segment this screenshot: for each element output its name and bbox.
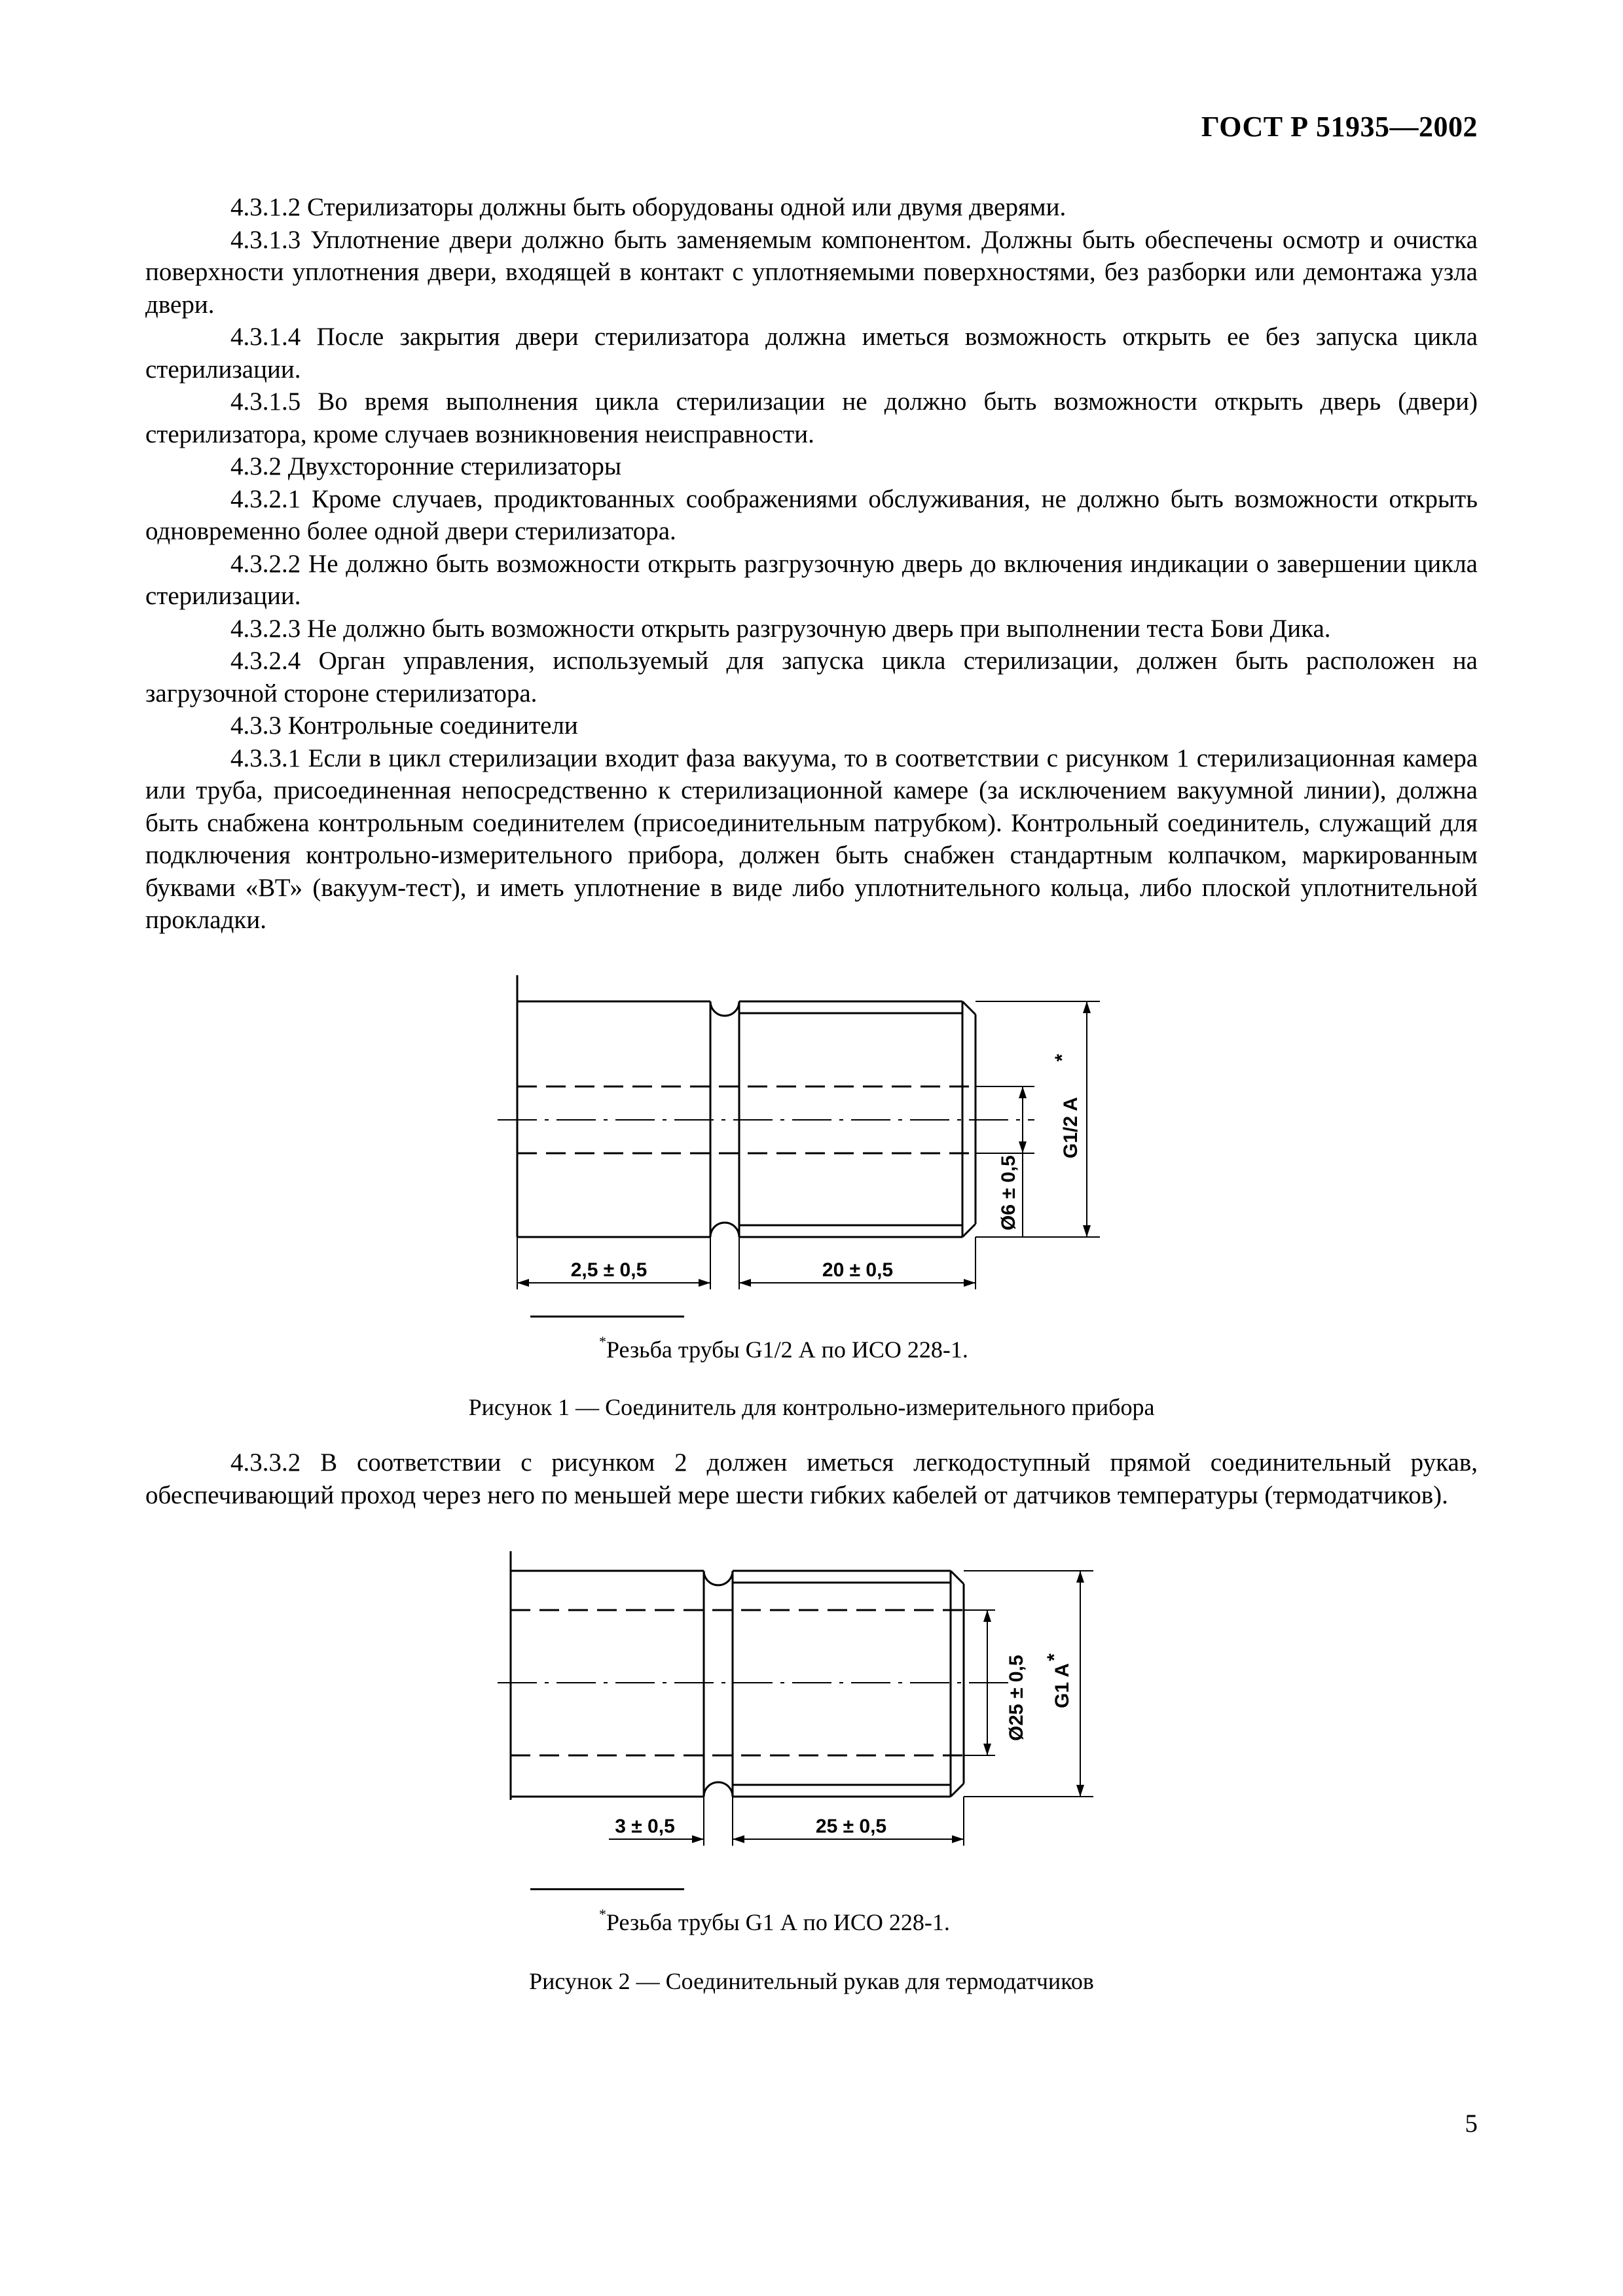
figure-1-footnote [599, 1330, 968, 1364]
paragraph: 4.3.2 Двухсторонние стерилизаторы [230, 452, 622, 480]
dim-label-thread-length: 25 ± 0,5 [815, 1816, 887, 1837]
page-number: 5 [1465, 2109, 1478, 2138]
groove-arc [710, 1001, 739, 1016]
footnote-text: Резьба трубы G1 А по ИСО 228-1. [606, 1909, 950, 1935]
document-header: ГОСТ Р 51935—2002 [1201, 111, 1478, 143]
dim-label-groove: 2,5 ± 0,5 [570, 1259, 647, 1281]
paragraph: 4.3.3.2 В соответствии с рисунком 2 должен иметься легкодоступный прямой соединительный рукав, обеспечивающий проход через него по меньшей мере шести гибких кабелей от датчиков температуры (термодатчиков). [145, 1448, 1478, 1509]
figure-2-footnote [599, 1903, 950, 1937]
groove-arc [704, 1782, 733, 1797]
figure-2-svg [458, 1551, 1113, 1865]
dim-label-inner-diameter: Ø6 ± 0,5 [998, 1155, 1019, 1230]
footnote-text: Резьба трубы G1/2 А по ИСО 228-1. [606, 1336, 968, 1363]
paragraph: 4.3.1.2 Стерилизаторы должны быть оборудованы одной или двумя дверями. [230, 193, 1067, 221]
dim-label-thread: G1/2 A [1060, 1097, 1082, 1158]
figure-2-drawing [458, 1551, 1113, 1865]
paragraph: 4.3.1.4 После закрытия двери стерилизатора должна иметься возможность открыть ее без запуска цикла стерилизации. [145, 323, 1478, 384]
figure-1-caption: Рисунок 1 — Соединитель для контрольно-измерительного прибора [468, 1394, 1155, 1420]
dim-asterisk: * [1044, 1653, 1065, 1661]
dim-label-thread: G1 A [1051, 1663, 1073, 1708]
figure-1-drawing [458, 969, 1113, 1296]
dim-label-inner-diameter: Ø25 ± 0,5 [1006, 1655, 1027, 1741]
footnote-rule [530, 1888, 684, 1890]
paragraph: 4.3.2.3 Не должно быть возможности открыть разгрузочную дверь при выполнении теста Бови Дика. [230, 614, 1331, 643]
figure-2-caption: Рисунок 2 — Соединительный рукав для термодатчиков [529, 1968, 1094, 1994]
footnote-mark: * [599, 1906, 606, 1922]
dim-asterisk: * [1051, 1054, 1073, 1062]
paragraph: 4.3.1.5 Во время выполнения цикла стерилизации не должно быть возможности открыть дверь (двери) стерилизатора, кроме случаев возникновения неисправности. [145, 387, 1478, 448]
dim-label-thread-length: 20 ± 0,5 [822, 1259, 894, 1281]
paragraph: 4.3.1.3 Уплотнение двери должно быть заменяемым компонентом. Должны быть обеспечены осмотр и очистка поверхности уплотнения двери, входящей в контакт с уплотняемыми поверхностями, без разборки или демонтажа узла двери. [145, 225, 1478, 319]
body-text-section-1 [145, 191, 1478, 937]
body-text-section-2 [145, 1446, 1478, 1511]
paragraph: 4.3.2.4 Орган управления, используемый для запуска цикла стерилизации, должен быть расположен на загрузочной стороне стерилизатора. [145, 647, 1478, 708]
dim-label-groove: 3 ± 0,5 [615, 1816, 675, 1837]
paragraph: 4.3.2.1 Кроме случаев, продиктованных соображениями обслуживания, не должно быть возможности открыть одновременно более одной двери стерилизатора. [145, 484, 1478, 545]
paragraph: 4.3.3 Контрольные соединители [230, 711, 578, 740]
groove-arc [704, 1571, 733, 1585]
paragraph: 4.3.2.2 Не должно быть возможности открыть разгрузочную дверь до включения индикации о завершении цикла стерилизации. [145, 549, 1478, 610]
figure-1-svg [458, 969, 1113, 1296]
paragraph: 4.3.3.1 Если в цикл стерилизации входит фаза вакуума, то в соответствии с рисунком 1 стерилизационная камера или труба, присоединенная непосредственно к стерилизационной камере (за исключением вакуумной линии), должна быть снабжена контрольным соединителем (присоединительным патрубком). Контрольный соединитель, служащий для подключения контрольно-измерительного прибора, должен быть снабжен стандартным колпачком, маркированным буквами «ВТ» (вакуум-тест), и иметь уплотнение в виде либо уплотнительного кольца, либо плоской уплотнительной прокладки. [145, 744, 1478, 934]
footnote-mark: * [599, 1333, 606, 1350]
groove-arc [710, 1223, 739, 1237]
footnote-rule [530, 1316, 684, 1318]
